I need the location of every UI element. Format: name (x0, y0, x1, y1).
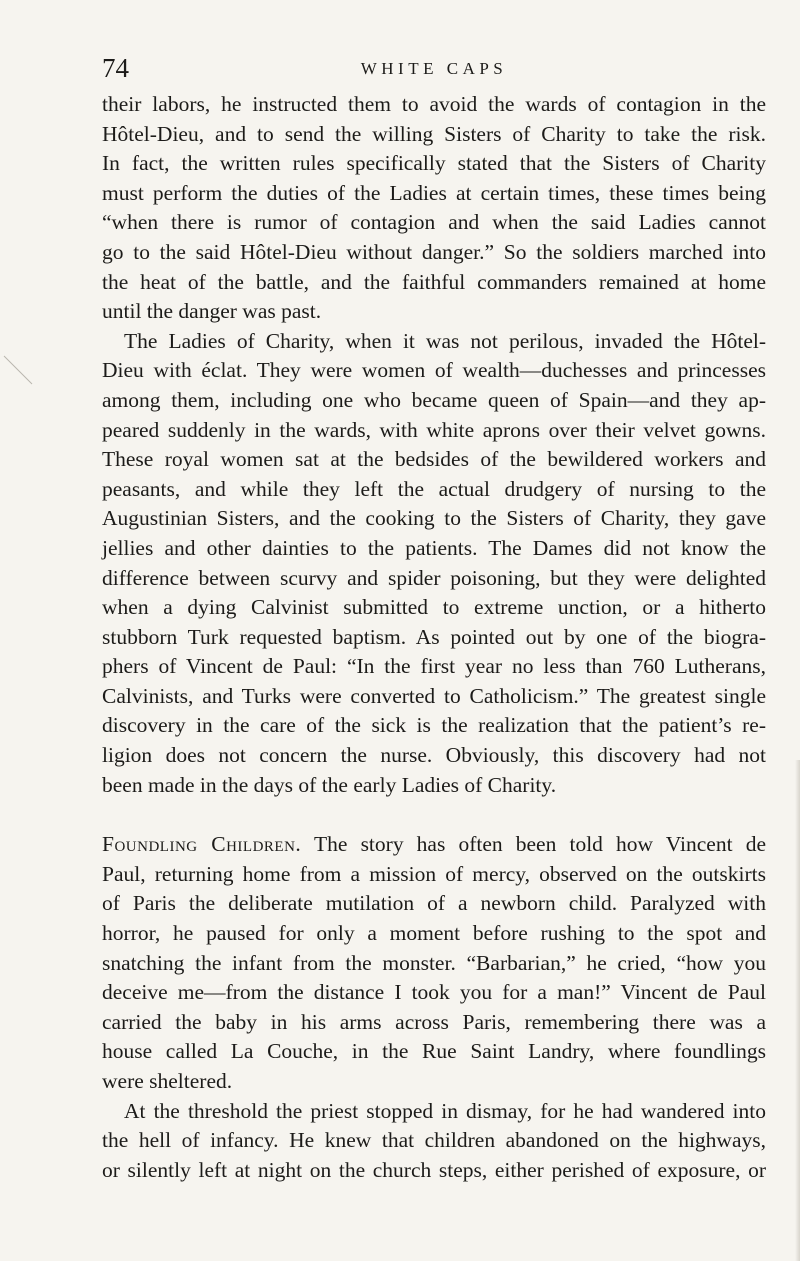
text-line: the hell of infancy. He knew that children abandoned on the highways, (102, 1128, 766, 1153)
text-line: peared suddenly in the wards, with white aprons over their velvet gowns. (102, 417, 766, 442)
paragraph (102, 90, 766, 327)
text-line: discovery in the care of the sick is the realization that the patient’s re- (102, 713, 766, 738)
text-line: ligion does not concern the nurse. Obviously, this discovery had not (102, 743, 766, 768)
section-heading: Foundling Children. (102, 832, 302, 857)
text-line: At the threshold the priest stopped in dismay, for he had wandered into (124, 1098, 766, 1123)
text-line: horror, he paused for only a moment before rushing to the spot and (102, 921, 766, 946)
text-line: Paul, returning home from a mission of mercy, observed on the outskirts (102, 861, 766, 886)
pencil-mark-icon (2, 350, 42, 390)
page-header (102, 52, 766, 92)
text-line: stubborn Turk requested baptism. As pointed out by one of the biogra- (102, 624, 766, 649)
text-line: Hôtel-Dieu, and to send the willing Sisters of Charity to take the risk. (102, 121, 766, 146)
text-line: phers of Vincent de Paul: “In the first year no less than 760 Lutherans, (102, 654, 766, 679)
page-number: 74 (102, 53, 129, 83)
first-line-text: The story has often been told how Vincent de (314, 832, 766, 857)
paragraph (102, 327, 766, 801)
text-line: Dieu with éclat. They were women of wealth—duchesses and princesses (102, 358, 766, 383)
text-line: of Paris the deliberate mutilation of a newborn child. Paralyzed with (102, 891, 766, 916)
text-line: The Ladies of Charity, when it was not perilous, invaded the Hôtel- (124, 328, 766, 353)
text-line: carried the baby in his arms across Paris, remembering there was a (102, 1009, 766, 1034)
text-line: until the danger was past. (102, 299, 322, 324)
text-line: “when there is rumor of contagion and when the said Ladies cannot (102, 210, 766, 235)
section-gap (102, 800, 766, 830)
paragraph (102, 830, 766, 1096)
text-line: among them, including one who became queen of Spain—and they ap- (102, 387, 766, 412)
text-line: their labors, he instructed them to avoid the wards of contagion in the (102, 92, 766, 116)
text-line: snatching the infant from the monster. “Barbarian,” he cried, “how you (102, 950, 766, 975)
text-line: must perform the duties of the Ladies at certain times, these times being (102, 180, 766, 205)
text-line: jellies and other dainties to the patients. The Dames did not know the (102, 535, 766, 560)
text-line: house called La Couche, in the Rue Saint Landry, where foundlings (102, 1039, 766, 1064)
text-line: the heat of the battle, and the faithful commanders remained at home (102, 269, 766, 294)
running-head: WHITE CAPS (360, 59, 508, 78)
text-line: go to the said Hôtel-Dieu without danger.” So the soldiers marched into (102, 239, 766, 264)
text-line: difference between scurvy and spider poisoning, but they were delighted (102, 565, 766, 590)
text-line: Calvinists, and Turks were converted to Catholicism.” The greatest single (102, 683, 766, 708)
text-line: when a dying Calvinist submitted to extreme unction, or a hitherto (102, 595, 766, 620)
text-line: deceive me—from the distance I took you for a man!” Vincent de Paul (102, 980, 766, 1005)
body-text (102, 90, 766, 1185)
text-line: These royal women sat at the bedsides of the bewildered workers and (102, 447, 766, 472)
text-line: were sheltered. (102, 1069, 233, 1093)
text-line: peasants, and while they left the actual drudgery of nursing to the (102, 476, 766, 501)
text-line: Augustinian Sisters, and the cooking to the Sisters of Charity, they gave (102, 506, 766, 531)
text-line (102, 830, 766, 860)
text-line: In fact, the written rules specifically stated that the Sisters of Charity (102, 151, 766, 176)
text-line: or silently left at night on the church steps, either perished of exposure, or (102, 1157, 766, 1182)
text-line: been made in the days of the early Ladies of Charity. (102, 772, 557, 797)
paragraph (102, 1097, 766, 1186)
page-edge-shadow (795, 760, 800, 1261)
